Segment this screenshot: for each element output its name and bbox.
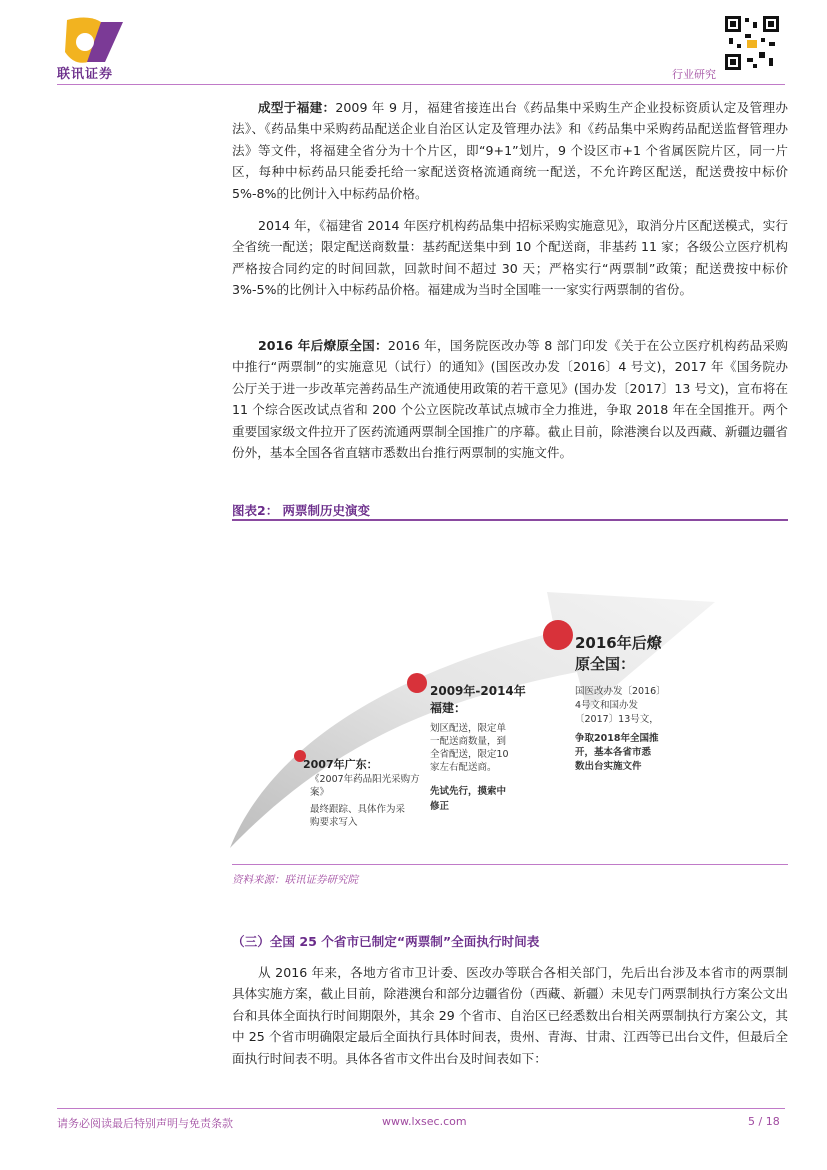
milestone-2007-desc: 最终跟踪、具体作为采 (310, 804, 406, 815)
website-link[interactable]: www.lxsec.com (382, 1115, 467, 1128)
milestone-2009-desc: 划区配送，限定单 (430, 723, 507, 734)
paragraph-text: 从 2016 年来，各地方省市卫计委、医改办等联合各相关部门，先后出台涉及本省市的两票制具体实施方案，截止目前，除港澳台和部分边疆省份（西藏、新疆）未见专门两票制执行方案公文出台和具体全面执行时间期限外，其余 29 个省市、自治区已经悉数出台相关两票制执行方案公文，其中 25 个省市明确限定最后全面执行具体时间表，贵州、青海、甘肃、江西等已出台文件，但最后全面执行时间表不明。具体各省市文件出台及时间表如下： (232, 965, 788, 1066)
milestone-2016-desc: 国医改办发〔2016〕 (575, 686, 666, 697)
figure-title: 图表2： 两票制历史演变 (232, 503, 371, 518)
figure-top-rule (232, 519, 788, 521)
milestone-2009-desc: 家左右配送商。 (430, 762, 497, 773)
paragraph-2016 (232, 335, 788, 463)
milestone-2009-desc: 全省配送，限定10 (430, 749, 509, 760)
milestone-2016-desc: 数出台实施文件 (575, 761, 642, 772)
paragraph-2014 (232, 215, 788, 301)
section-heading: （三）全国 25 个省市已制定“两票制”全面执行时间表 (232, 934, 540, 949)
page-number: 5 / 18 (748, 1115, 780, 1128)
logo-text: 联讯证券 (57, 67, 114, 82)
milestone-2007-sub: 《2007年药品阳光采购方案》 (310, 774, 420, 798)
paragraph-provinces (232, 962, 788, 1069)
milestone-2016-desc: 争取2018年全国推 (575, 733, 659, 744)
paragraph-lead: 成型于福建： (258, 100, 336, 115)
disclaimer-link[interactable]: 请务必阅读最后特别声明与免责条款 (57, 1117, 233, 1130)
milestone-2016-desc: 〔2017〕13号文， (575, 714, 659, 725)
milestone-2007-desc: 购要求写入 (310, 817, 358, 828)
milestone-2016-desc: 4号文和国办发 (575, 700, 639, 711)
header-divider (57, 84, 785, 85)
milestone-2016-desc: 开，基本各省市悉 (575, 747, 652, 758)
milestone-2009-desc: 修正 (430, 801, 450, 812)
paragraph-text: 2009 年 9 月，福建省接连出台《药品集中采购生产企业投标资质认定及管理办法》、《药品集中采购药品配送企业自治区认定及管理办法》和《药品集中采购药品配送监督管理办法》等文件，将福建全省分为十个片区，即“9+1”划片，9 个设区市+1 个省属医院片区，同一片区，每种中标药品只能委托给一家配送资格流通商统一配送，不允许跨区配送，配送费按中标价 5%-8%的比例计入中标药品价格。 (232, 100, 788, 201)
milestone-2016-title: 原全国： (575, 655, 636, 673)
milestone-2007-title: 2007年广东： (303, 758, 378, 771)
milestone-2009-title: 福建： (430, 701, 467, 715)
footer-divider (57, 1108, 785, 1109)
milestone-2009-desc: 先试先行，摸索中 (430, 786, 507, 797)
milestone-2009-title: 2009年-2014年 (430, 684, 526, 698)
paragraph-text: 2014 年，《福建省 2014 年医疗机构药品集中招标采购实施意见》，取消分片区配送模式，实行全省统一配送；限定配送商数量：基药配送集中到 10 个配送商，非基药 11 家；各级公立医疗机构严格按合同约定的时间回款，回款时间不超过 30 天；严格实行“两票制”政策；配送费按中标价 3%-5%的比例计入中标药品价格。福建成为当时全国唯一一家实行两票制的省份。 (232, 218, 788, 298)
section-label: 行业研究 (672, 68, 716, 81)
figure-source: 资料来源：联讯证券研究院 (232, 874, 358, 886)
paragraph-lead: 2016 年后燎原全国： (258, 338, 388, 353)
figure-bottom-rule (232, 864, 788, 865)
paragraph-fujian (232, 97, 788, 204)
milestone-2016-title: 2016年后燎 (575, 634, 662, 652)
qr-code-icon (723, 14, 781, 72)
milestone-2009-desc: 一配送商数量，到 (430, 736, 507, 747)
milestone-dot-2016 (543, 620, 573, 650)
paragraph-text: 2016 年，国务院医改办等 8 部门印发《关于在公立医疗机构药品采购中推行“两票制”的实施意见（试行）的通知》(国医改办发〔2016〕4 号文)，2017 年《国务院办公厅关于进一步改革完善药品生产流通使用政策的若干意见》(国办发〔2017〕13 号文)，宣布将在 11 个综合医改试点省和 200 个公立医院改革试点城市全力推进，争取 2018 年在全国推开。两个重要国家级文件拉开了医药流通两票制全国推广的序幕。截止目前，除港澳台以及西藏、新疆边疆省份外，基本全国各省直辖市悉数出台推行两票制的实施文件。 (232, 338, 789, 461)
milestone-dot-2009 (407, 673, 427, 693)
